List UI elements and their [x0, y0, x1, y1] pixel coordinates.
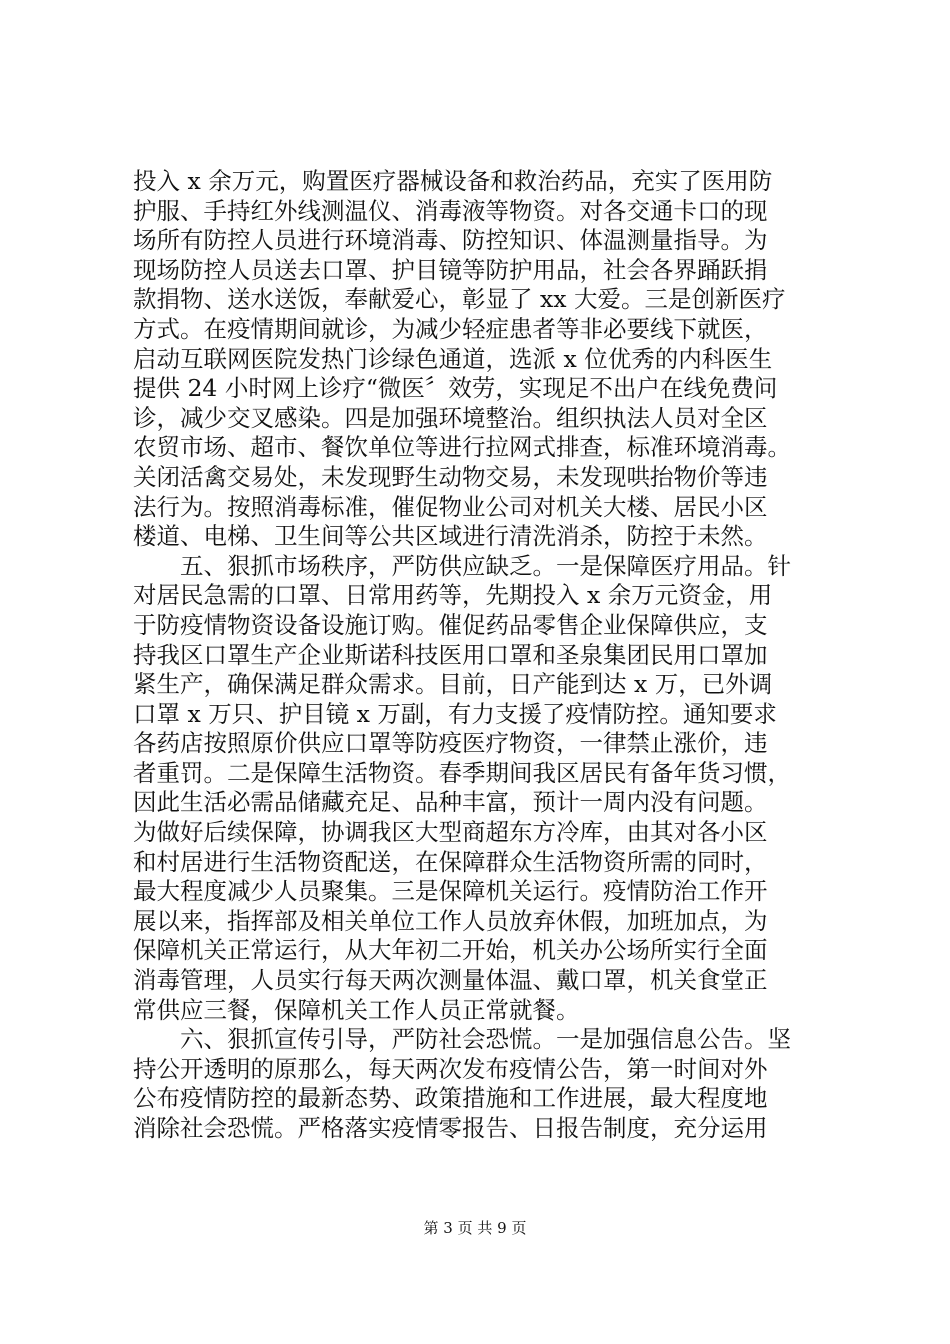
text-line: 启动互联网医院发热门诊绿色通道，选派 x 位优秀的内科医生 — [133, 344, 773, 373]
text-line: 各药店按照原价供应口罩等防疫医疗物资，一律禁止涨价，违 — [133, 729, 768, 758]
text-line: 于防疫情物资设备设施订购。催促药品零售企业保障供应，支 — [133, 610, 768, 639]
text-line: 紧生产，确保满足群众需求。目前，日产能到达 x 万，已外调 — [133, 670, 773, 699]
text-line: 保障机关正常运行，从大年初二开始，机关办公场所实行全面 — [133, 936, 768, 965]
text-line: 消毒管理，人员实行每天两次测量体温、戴口罩，机关食堂正 — [133, 966, 768, 995]
text-line: 公布疫情防控的最新态势、政策措施和工作进展，最大程度地 — [133, 1084, 768, 1113]
text-line: 现场防控人员送去口罩、护目镜等防护用品，社会各界踊跃捐 — [133, 255, 768, 284]
text-line: 因此生活必需品储藏充足、品种丰富，预计一周内没有问题。 — [133, 788, 768, 817]
text-line: 展以来，指挥部及相关单位工作人员放弃休假，加班加点，为 — [133, 906, 768, 935]
text-line: 场所有防控人员进行环境消毒、防控知识、体温测量指导。为 — [133, 226, 768, 255]
text-line: 对居民急需的口罩、日常用药等，先期投入 x 余万元资金，用 — [133, 581, 773, 610]
text-line: 法行为。按照消毒标准，催促物业公司对机关大楼、居民小区 — [133, 492, 768, 521]
text-line: 五、狠抓市场秩序，严防供应缺乏。一是保障医疗用品。针 — [180, 551, 791, 580]
page-footer: 第 3 页 共 9 页 — [423, 1219, 527, 1237]
text-line: 消除社会恐慌。严格落实疫情零报告、日报告制度，充分运用 — [133, 1114, 768, 1142]
text-line: 诊，减少交叉感染。四是加强环境整治。组织执法人员对全区 — [133, 403, 768, 432]
text-line: 护服、手持红外线测温仪、消毒液等物资。对各交通卡口的现 — [133, 196, 768, 225]
text-line: 关闭活禽交易处，未发现野生动物交易，未发现哄抬物价等违 — [133, 462, 768, 491]
text-line: 持公开透明的原那么，每天两次发布疫情公告，第一时间对外 — [133, 1054, 768, 1083]
text-line: 常供应三餐，保障机关工作人员正常就餐。 — [133, 995, 580, 1024]
text-line: 口罩 x 万只、护目镜 x 万副，有力支援了疫情防控。通知要求 — [133, 699, 777, 728]
text-line: 六、狠抓宣传引导，严防社会恐慌。一是加强信息公告。坚 — [180, 1025, 791, 1054]
text-line: 最大程度减少人员聚集。三是保障机关运行。疫情防治工作开 — [133, 877, 768, 906]
text-line: 方式。在疫情期间就诊，为减少轻症患者等非必要线下就医， — [133, 314, 768, 343]
text-line: 农贸市场、超市、餐饮单位等进行拉网式排查，标准环境消毒。 — [133, 433, 791, 462]
text-line: 款捐物、送水送饭，奉献爱心，彰显了 xx 大爱。三是创新医疗 — [133, 285, 786, 314]
text-line: 提供 24 小时网上诊疗“微医〞效劳，实现足不出户在线免费问 — [133, 374, 778, 403]
text-line: 和村居进行生活物资配送，在保障群众生活物资所需的同时， — [133, 847, 768, 876]
text-line: 投入 x 余万元，购置医疗器械设备和救治药品，充实了医用防 — [133, 167, 773, 195]
text-line: 持我区口罩生产企业斯诺科技医用口罩和圣泉集团民用口罩加 — [133, 640, 768, 669]
text-line: 者重罚。二是保障生活物资。春季期间我区居民有备年货习惯， — [133, 758, 791, 787]
text-line: 为做好后续保障，协调我区大型商超东方冷库，由其对各小区 — [133, 818, 768, 847]
text-line: 楼道、电梯、卫生间等公共区域进行清洗消杀，防控于未然。 — [133, 522, 768, 551]
body-text — [133, 167, 833, 1144]
